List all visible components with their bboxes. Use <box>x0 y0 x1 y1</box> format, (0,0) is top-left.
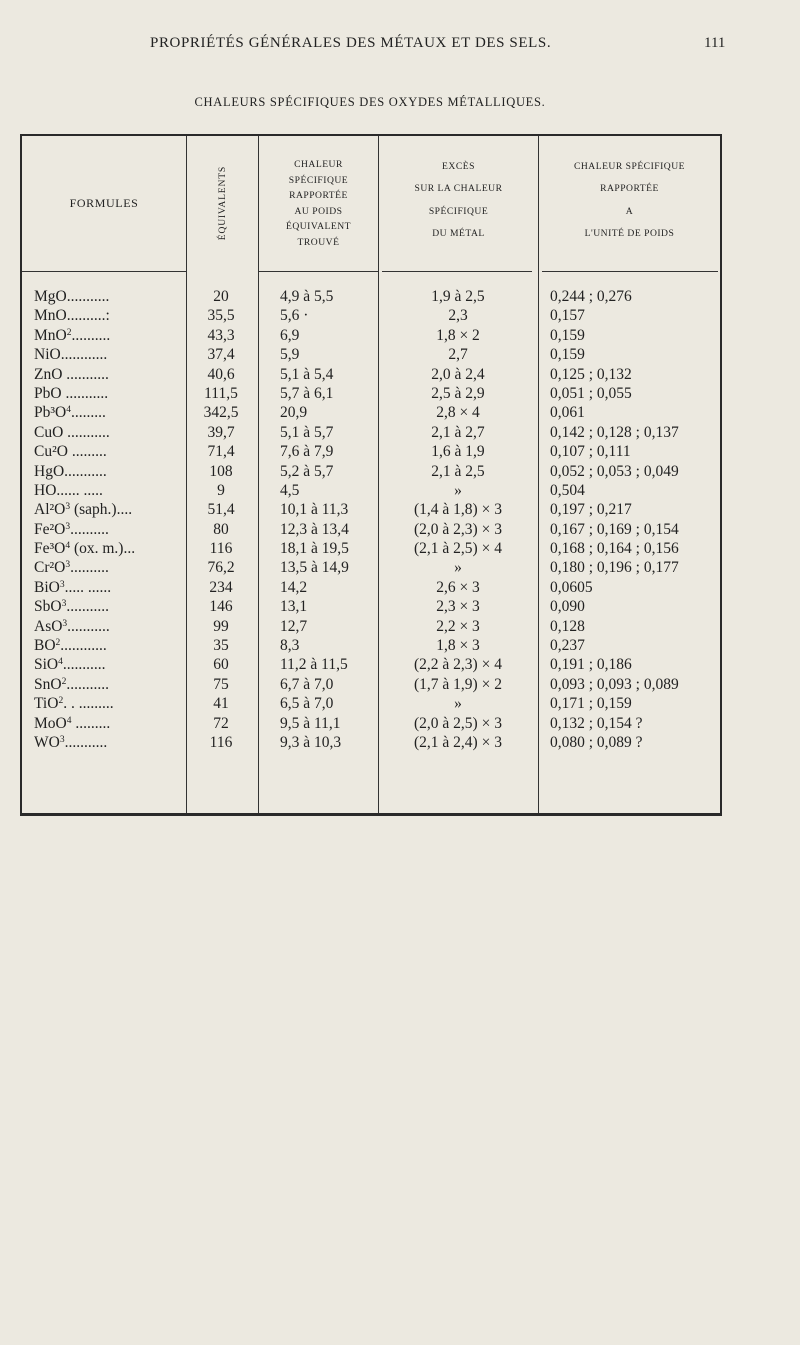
header-line: L'UNITÉ DE POIDS <box>584 228 675 239</box>
equivalent-cell: 71,4 <box>207 443 235 461</box>
chaleur-unite-cell: 0,128 <box>550 617 585 635</box>
chaleur-equivalent-cell: 10,1 à 11,3 <box>280 501 349 519</box>
equivalent-cell: 108 <box>209 462 233 480</box>
table-row <box>22 345 720 364</box>
table-row <box>22 462 720 481</box>
exces-cell: (2,0 à 2,5) × 3 <box>414 714 502 732</box>
chaleur-equivalent-cell: 11,2 à 11,5 <box>280 656 348 674</box>
equivalent-cell: 75 <box>213 675 229 693</box>
formula-base: MnO <box>34 326 67 344</box>
table-row <box>22 714 720 733</box>
formula-note: (ox. m.) <box>70 540 124 558</box>
leader-dots: ........... <box>66 675 109 693</box>
header-line: ÉQUIVALENT <box>285 221 352 232</box>
formula-superscript: 2 <box>55 638 61 649</box>
equivalent-cell: 234 <box>209 578 233 596</box>
formula-base: MnO <box>34 307 67 325</box>
exces-cell: 1,8 × 3 <box>436 637 480 655</box>
formula-cell <box>34 287 184 306</box>
chaleur-unite-cell: 0,052 ; 0,053 ; 0,049 <box>550 462 679 480</box>
formula-base: Fe²O <box>34 520 66 538</box>
equivalent-cell: 99 <box>213 617 229 635</box>
formula-cell <box>34 694 184 713</box>
formula-cell <box>34 423 184 442</box>
equivalent-cell: 60 <box>213 656 229 674</box>
header-equivalents-cell <box>187 136 258 271</box>
formula-base: Cu²O <box>34 443 68 461</box>
exces-cell: (2,1 à 2,4) × 3 <box>414 733 502 751</box>
chaleur-unite-cell: 0,093 ; 0,093 ; 0,089 <box>550 675 679 693</box>
exces-cell: 2,2 × 3 <box>436 617 480 635</box>
table-row <box>22 500 720 519</box>
formula-cell <box>34 675 184 694</box>
chaleur-unite-cell: 0,0605 <box>550 578 593 596</box>
chaleur-equivalent-cell: 5,1 à 5,4 <box>280 365 334 383</box>
header-line: SPÉCIFIQUE <box>428 205 489 217</box>
chaleur-equivalent-cell: 5,6 · <box>280 307 309 325</box>
formula-superscript: 4 <box>66 405 71 416</box>
leader-dots: ......... <box>67 443 107 461</box>
exces-cell: 2,5 à 2,9 <box>431 384 485 402</box>
table-row <box>22 694 720 713</box>
exces-cell: (2,2 à 2,3) × 4 <box>414 656 502 674</box>
formula-cell <box>34 384 184 403</box>
header-line: DU MÉTAL <box>432 228 485 239</box>
equivalent-cell: 9 <box>217 481 225 499</box>
equivalent-cell: 146 <box>209 598 233 616</box>
formula-superscript: 2 <box>58 696 64 707</box>
formula-cell <box>34 326 184 345</box>
chaleur-unite-cell: 0,159 <box>550 326 585 344</box>
leader-dots: .......... <box>70 559 109 577</box>
header-chaleur-unite <box>574 159 685 249</box>
table-row <box>22 675 720 694</box>
table-row <box>22 558 720 577</box>
formula-superscript: 3 <box>65 560 71 571</box>
exces-cell: » <box>454 559 462 577</box>
header-line: A <box>625 205 634 217</box>
formula-base: ZnO <box>34 365 63 383</box>
formula-base: BiO <box>34 578 60 596</box>
running-title: PROPRIÉTÉS GÉNÉRALES DES MÉTAUX ET DES SELS. <box>150 35 552 51</box>
formula-cell <box>34 636 184 655</box>
leader-dots: ........... <box>63 423 110 441</box>
equivalent-cell: 72 <box>213 714 229 732</box>
equivalent-cell: 37,4 <box>207 346 235 364</box>
formula-cell <box>34 733 184 752</box>
equivalent-cell: 39,7 <box>207 423 235 441</box>
formula-superscript: 4 <box>58 657 63 668</box>
table-row <box>22 384 720 403</box>
formula-base: Pb³O <box>34 404 67 422</box>
chaleur-equivalent-cell: 6,9 <box>280 326 300 344</box>
equivalent-cell: 80 <box>213 520 229 538</box>
chaleur-equivalent-cell: 5,9 <box>280 346 300 364</box>
header-exces-cell <box>379 136 538 271</box>
chaleur-equivalent-cell: 9,3 à 10,3 <box>280 733 342 751</box>
chaleur-unite-cell: 0,157 <box>550 307 585 325</box>
formula-base: AsO <box>34 617 63 635</box>
header-line: RAPPORTÉE <box>600 183 659 194</box>
exces-cell: 2,3 <box>448 307 468 325</box>
formula-cell <box>34 714 184 733</box>
header-line: RAPPORTÉE <box>289 190 348 201</box>
formula-base: SiO <box>34 656 59 674</box>
formula-cell <box>34 500 184 519</box>
leader-dots: ........... <box>66 598 109 616</box>
formula-cell <box>34 442 184 461</box>
formula-superscript: 2 <box>61 676 67 687</box>
chaleur-unite-cell: 0,132 ; 0,154 ? <box>550 714 643 732</box>
formula-superscript: 3 <box>59 579 65 590</box>
formula-cell <box>34 578 184 597</box>
header-rule <box>382 271 532 272</box>
specific-heat-table <box>20 134 722 816</box>
chaleur-equivalent-cell: 6,5 à 7,0 <box>280 695 334 713</box>
chaleur-unite-cell: 0,237 <box>550 637 585 655</box>
table-row <box>22 326 720 345</box>
header-chaleur-equivalent <box>286 157 351 250</box>
running-head <box>0 32 800 58</box>
chaleur-equivalent-cell: 5,2 à 5,7 <box>280 462 334 480</box>
chaleur-unite-cell: 0,244 ; 0,276 <box>550 288 632 305</box>
formula-superscript: 2 <box>66 327 72 338</box>
table-row <box>22 655 720 674</box>
exces-cell: 2,3 × 3 <box>436 598 480 616</box>
table-body <box>22 287 720 752</box>
header-rule <box>22 271 186 272</box>
table-row <box>22 306 720 325</box>
formula-base: Fe³O <box>34 540 66 558</box>
formula-base: Cr²O <box>34 559 66 577</box>
table-row <box>22 442 720 461</box>
leader-dots: .......... <box>70 520 109 538</box>
formula-superscript: 3 <box>62 618 68 629</box>
exces-cell: 2,1 à 2,7 <box>431 423 485 441</box>
exces-cell: 2,8 × 4 <box>436 404 480 422</box>
chaleur-unite-cell: 0,167 ; 0,169 ; 0,154 <box>550 520 679 538</box>
header-line: AU POIDS <box>294 205 343 217</box>
formula-base: TiO <box>34 695 59 713</box>
leader-dots: . . ......... <box>63 695 114 713</box>
exces-cell: (1,4 à 1,8) × 3 <box>414 501 502 519</box>
formula-base: HgO <box>34 462 65 480</box>
formula-base: PbO <box>34 384 62 402</box>
chaleur-equivalent-cell: 4,5 <box>280 481 300 499</box>
chaleur-equivalent-cell: 8,3 <box>280 637 300 655</box>
formula-superscript: 3 <box>59 734 65 745</box>
header-line: SPÉCIFIQUE <box>288 174 349 186</box>
table-row <box>22 597 720 616</box>
exces-cell: 2,7 <box>448 346 468 364</box>
table-row <box>22 423 720 442</box>
formula-base: BO <box>34 637 56 655</box>
chaleur-unite-cell: 0,142 ; 0,128 ; 0,137 <box>550 423 679 441</box>
header-chaleur-unite-cell <box>539 136 720 271</box>
table-caption: CHALEURS SPÉCIFIQUES DES OXYDES MÉTALLIQUES. <box>194 95 546 109</box>
leader-dots: ........... <box>67 617 110 635</box>
equivalent-cell: 20 <box>213 288 229 305</box>
leader-dots: ......... <box>71 714 111 732</box>
leader-dots: ......... <box>70 404 106 422</box>
equivalent-cell: 116 <box>209 540 233 558</box>
exces-cell: 2,1 à 2,5 <box>431 462 485 480</box>
header-line: TROUVÉ <box>297 236 340 248</box>
exces-cell: » <box>454 481 462 499</box>
equivalent-cell: 76,2 <box>207 559 235 577</box>
equivalent-cell: 40,6 <box>207 365 235 383</box>
equivalent-cell: 51,4 <box>207 501 235 519</box>
chaleur-equivalent-cell: 5,7 à 6,1 <box>280 384 334 402</box>
exces-cell: (1,7 à 1,9) × 2 <box>414 675 502 693</box>
header-line: SUR LA CHALEUR <box>414 183 503 194</box>
chaleur-unite-cell: 0,051 ; 0,055 <box>550 384 632 402</box>
exces-cell: (2,1 à 2,5) × 4 <box>414 540 502 558</box>
formula-base: MgO <box>34 288 67 305</box>
chaleur-unite-cell: 0,061 <box>550 404 585 422</box>
formula-base: MoO <box>34 714 67 732</box>
table-row <box>22 733 720 752</box>
chaleur-unite-cell: 0,107 ; 0,111 <box>550 443 631 461</box>
header-chaleur-equivalent-cell <box>259 136 378 271</box>
formula-base: Al²O <box>34 501 66 519</box>
formula-cell <box>34 345 184 364</box>
leader-dots: ..... ...... <box>64 578 112 596</box>
equivalent-cell: 35,5 <box>207 307 235 325</box>
leader-dots: ........... <box>64 462 107 480</box>
leader-dots: ........... <box>64 733 108 751</box>
chaleur-unite-cell: 0,159 <box>550 346 585 364</box>
formula-cell <box>34 617 184 636</box>
chaleur-equivalent-cell: 14,2 <box>280 578 308 596</box>
chaleur-equivalent-cell: 9,5 à 11,1 <box>280 714 341 732</box>
formula-cell <box>34 365 184 384</box>
header-equivalents: ÉQUIVALENTS <box>216 166 228 241</box>
formula-cell <box>34 655 184 674</box>
table-row <box>22 520 720 539</box>
equivalent-cell: 41 <box>213 695 229 713</box>
leader-dots: ........... <box>61 384 109 402</box>
header-line: EXCÈS <box>442 160 475 172</box>
formula-cell <box>34 558 184 577</box>
leader-dots: .... <box>116 501 133 519</box>
equivalent-cell: 116 <box>209 733 233 751</box>
formula-base: HO <box>34 481 57 499</box>
leader-dots: ............ <box>60 637 107 655</box>
chaleur-unite-cell: 0,191 ; 0,186 <box>550 656 632 674</box>
formula-superscript: 3 <box>61 599 67 610</box>
formula-cell <box>34 481 184 500</box>
chaleur-unite-cell: 0,080 ; 0,089 ? <box>550 733 643 751</box>
chaleur-equivalent-cell: 5,1 à 5,7 <box>280 423 334 441</box>
formula-base: NiO <box>34 346 61 364</box>
equivalent-cell: 111,5 <box>204 384 238 402</box>
exces-cell: 2,0 à 2,4 <box>431 365 485 383</box>
exces-cell: 1,9 à 2,5 <box>431 288 485 305</box>
equivalent-cell: 43,3 <box>207 326 235 344</box>
chaleur-unite-cell: 0,171 ; 0,159 <box>550 695 632 713</box>
formula-cell <box>34 306 184 325</box>
formula-cell <box>34 539 184 558</box>
formula-superscript: 3 <box>65 502 71 513</box>
formula-base: WO <box>34 733 60 751</box>
table-row <box>22 539 720 558</box>
chaleur-equivalent-cell: 4,9 à 5,5 <box>280 288 334 305</box>
formula-cell <box>34 597 184 616</box>
exces-cell: 2,6 × 3 <box>436 578 480 596</box>
exces-cell: 1,8 × 2 <box>436 326 480 344</box>
table-row <box>22 617 720 636</box>
header-formules: FORMULES <box>69 195 139 210</box>
exces-cell: 1,6 à 1,9 <box>431 443 485 461</box>
chaleur-equivalent-cell: 13,1 <box>280 598 308 616</box>
table-row <box>22 636 720 655</box>
leader-dots: .......... <box>71 326 111 344</box>
chaleur-equivalent-cell: 12,7 <box>280 617 308 635</box>
leader-dots: ............ <box>60 346 108 364</box>
table-row <box>22 287 720 306</box>
chaleur-unite-cell: 0,168 ; 0,164 ; 0,156 <box>550 540 679 558</box>
header-line: CHALEUR SPÉCIFIQUE <box>573 160 686 172</box>
leader-dots: ........... <box>62 656 106 674</box>
chaleur-unite-cell: 0,090 <box>550 598 585 616</box>
leader-dots: ........... <box>66 288 110 305</box>
table-row <box>22 481 720 500</box>
header-rule <box>542 271 718 272</box>
leader-dots: ........... <box>62 365 109 383</box>
chaleur-equivalent-cell: 6,7 à 7,0 <box>280 675 334 693</box>
table-row <box>22 365 720 384</box>
leader-dots: ... <box>123 540 136 558</box>
chaleur-equivalent-cell: 20,9 <box>280 404 308 422</box>
exces-cell: (2,0 à 2,3) × 3 <box>414 520 502 538</box>
formula-base: CuO <box>34 423 64 441</box>
chaleur-equivalent-cell: 7,6 à 7,9 <box>280 443 334 461</box>
formula-base: SbO <box>34 598 62 616</box>
formula-superscript: 3 <box>65 521 71 532</box>
page-number: 111 <box>704 35 726 51</box>
table-row <box>22 403 720 422</box>
chaleur-equivalent-cell: 18,1 à 19,5 <box>280 540 349 558</box>
formula-cell <box>34 462 184 481</box>
leader-dots: ..........: <box>66 307 110 325</box>
formula-cell <box>34 520 184 539</box>
formula-superscript: 4 <box>66 715 72 726</box>
chaleur-unite-cell: 0,180 ; 0,196 ; 0,177 <box>550 559 679 577</box>
chaleur-unite-cell: 0,197 ; 0,217 <box>550 501 632 519</box>
chaleur-equivalent-cell: 13,5 à 14,9 <box>280 559 349 577</box>
chaleur-equivalent-cell: 12,3 à 13,4 <box>280 520 349 538</box>
chaleur-unite-cell: 0,125 ; 0,132 <box>550 365 632 383</box>
formula-base: SnO <box>34 675 62 693</box>
header-exces <box>414 159 502 249</box>
header-rule <box>258 271 378 272</box>
formula-cell <box>34 403 184 422</box>
leader-dots: ...... ..... <box>56 481 103 499</box>
equivalent-cell: 35 <box>213 637 229 655</box>
exces-cell: » <box>454 695 462 713</box>
formula-superscript: 4 <box>65 541 71 552</box>
equivalent-cell: 342,5 <box>203 404 239 422</box>
table-row <box>22 578 720 597</box>
chaleur-unite-cell: 0,504 <box>550 481 585 499</box>
header-line: CHALEUR <box>294 159 343 170</box>
formula-note: (saph.) <box>70 501 117 519</box>
